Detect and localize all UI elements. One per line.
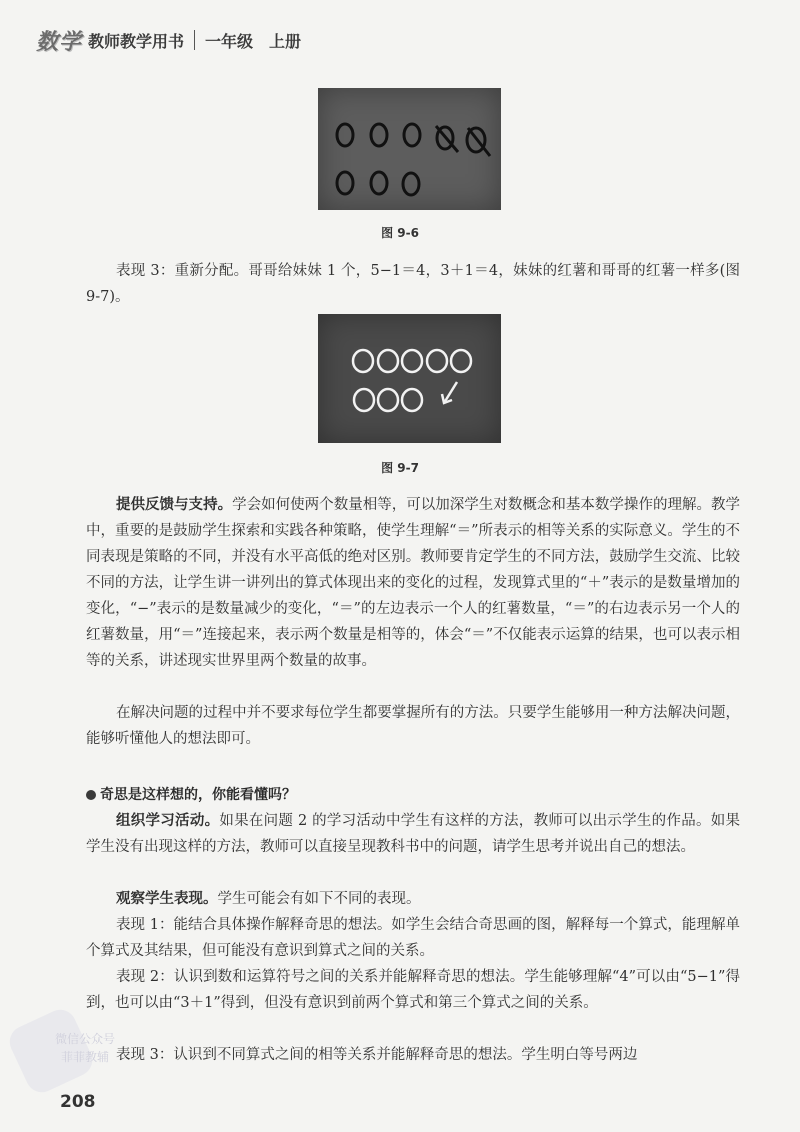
paragraph: 表现 1：能结合具体操作解释奇思的想法。如学生会结合奇思画的图，解释每一个算式，能理解单个算式及其结果，但可能没有意识到算式之间的关系。: [86, 917, 740, 959]
paragraph: 表现 2：认识到数和运算符号之间的关系并能解释奇思的想法。学生能够理解“4”可以由“5−1”得到，也可以由“3＋1”得到，但没有意识到前两个算式和第三个算式之间的关系。: [86, 969, 740, 1011]
paragraph-text: 如果在问题 2 的学习活动中学生有这样的方法，教师可以出示学生的作品。如果学生没有出现这样的方法，教师可以直接呈现教科书中的问题，请学生思考并说出自己的想法。: [86, 813, 740, 855]
header-divider: [194, 30, 195, 50]
paragraph-lead: 观察学生表现。: [116, 891, 218, 907]
grade-label: 一年级 上册: [205, 31, 302, 51]
paragraph-lead: 组织学习活动。: [116, 813, 220, 829]
paragraph: [86, 886, 740, 912]
paragraph: 在解决问题的过程中并不要求每位学生都要掌握所有的方法。只要学生能够用一种方法解决问题，能够听懂他人的想法即可。: [86, 705, 740, 747]
paragraph-text: 学会如何使两个数量相等，可以加深学生对数概念和基本数学操作的理解。教学中，重要的是鼓励学生探索和实践各种策略，使学生理解“＝”所表示的相等关系的实际意义。学生的不同表现是策略的不同，并没有水平高低的绝对区别。教师要肯定学生的不同方法，鼓励学生交流、比较不同的方法，让学生讲一讲列出的算式体现出来的变化的过程，发现算式里的“＋”表示的是数量增加的变化，“−”表示的是数量减少的变化，“＝”的左边表示一个人的红薯数量，“＝”的右边表示另一个人的红薯数量，用“＝”连接起来，表示两个数量是相等的，体会“＝”不仅能表示运算的结果，也可以表示相等的关系，讲述现实世界里两个数量的故事。: [86, 497, 741, 669]
section-heading: 奇思是这样想的，你能看懂吗？: [86, 784, 296, 804]
paragraph-lead: 提供反馈与支持。: [116, 497, 233, 513]
figure-9-7-photo: [318, 314, 501, 443]
watermark: 微信公众号 菲菲教辅: [30, 1030, 140, 1088]
book-title: 教师教学用书: [88, 31, 185, 51]
figure-9-6-photo: [318, 88, 501, 210]
paragraph: 表现 3：重新分配。哥哥给妹妹 1 个，5−1＝4，3＋1＝4，妹妹的红薯和哥哥的红薯一样多(图 9-7)。: [86, 263, 740, 305]
paragraph: [86, 808, 740, 860]
circle-drawing-2: [318, 314, 501, 443]
subject-logo: 数学: [36, 29, 83, 55]
paragraph-text: 学生可能会有如下不同的表现。: [217, 891, 421, 907]
running-header: [36, 20, 301, 60]
figure-caption: 图 9-6: [381, 226, 419, 240]
circle-drawing-1: [318, 88, 501, 210]
page-number: 208: [60, 1092, 96, 1112]
paragraph: 表现 3：认识到不同算式之间的相等关系并能解释奇思的想法。学生明白等号两边: [116, 1047, 638, 1063]
figure-caption: 图 9-7: [381, 461, 419, 475]
bullet-icon: [86, 790, 96, 800]
paragraph: [86, 492, 740, 674]
